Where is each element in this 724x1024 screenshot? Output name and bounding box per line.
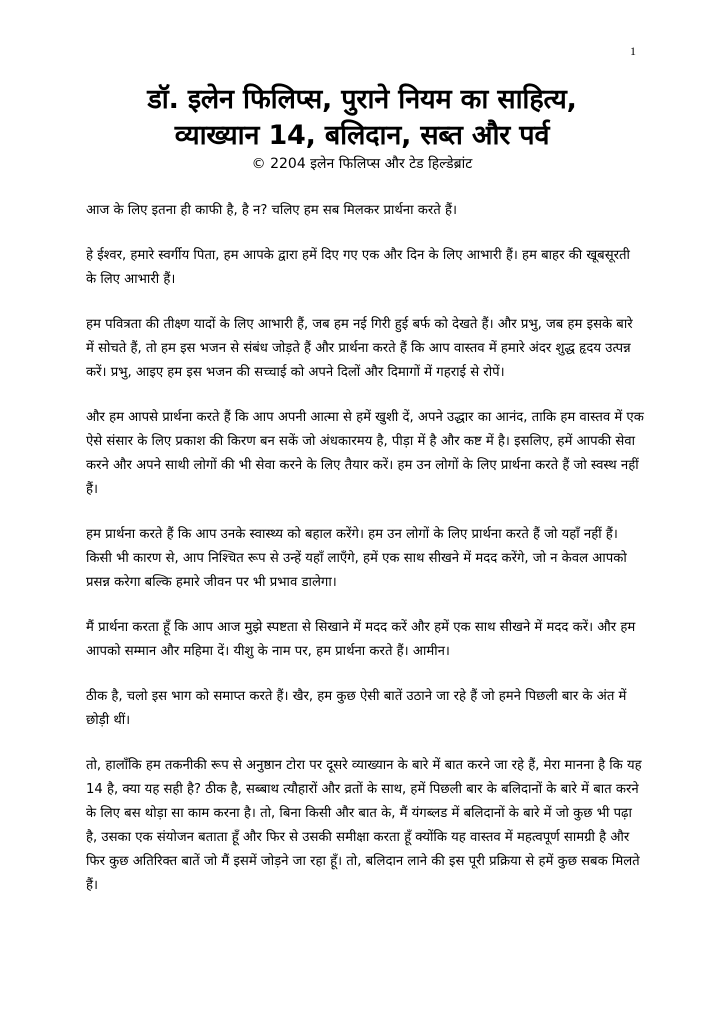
page-number: 1	[630, 44, 636, 58]
document-title-line-2: व्याख्यान 14, बलिदान, सब्त और पर्व	[174, 120, 550, 151]
paragraph-7: ठीक है, चलो इस भाग को समाप्त करते हैं। खैर, हम कुछ ऐसी बातें उठाने जा रहे हैं जो हमने पिछली बार के अंत में छोड़ी थीं।	[86, 689, 627, 728]
paragraph-4: और हम आपसे प्रार्थना करते हैं कि आप अपनी आत्मा से हमें खुशी दें, अपने उद्धार का आनंद, ताकि हम वास्तव में एक ऐसे संसार के लिए प्रकाश की किरण बन सकें जो अंधकारमय है, पीड़ा में है और कष्ट में है। इसलिए, हमें आपकी सेवा करने और अपने साथी लोगों की भी सेवा करने के लिए तैयार करें। हम उन लोगों के लिए प्रार्थना करते हैं जो स्वस्थ नहीं हैं।	[86, 410, 644, 497]
paragraph-2: हे ईश्वर, हमारे स्वर्गीय पिता, हम आपके द्वारा हमें दिए गए एक और दिन के लिए आभारी हैं। हम बाहर की खूबसूरती के लिए आभारी हैं।	[86, 248, 630, 287]
paragraph-3: हम पवित्रता की तीक्ष्ण यादों के लिए आभारी हैं, जब हम नई गिरी हुई बर्फ को देखते हैं। और प्रभु, जब हम इसके बारे में सोचते हैं, तो हम इस भजन से संबंध जोड़ते हैं और प्रार्थना करते हैं कि आप वास्तव में हमारे अंदर शुद्ध हृदय उत्पन्न करें। प्रभु, आइए हम इस भजन की सच्चाई को अपने दिलों और दिमागों में गहराई से रोपें।	[86, 317, 633, 380]
document-header	[80, 82, 644, 174]
paragraph-6: मैं प्रार्थना करता हूँ कि आप आज मुझे स्पष्टता से सिखाने में मदद करें और हमें एक साथ सीखने में मदद करें। और हम आपको सम्मान और महिमा दें। यीशु के नाम पर, हम प्रार्थना करते हैं। आमीन।	[86, 620, 636, 659]
paragraph-8: तो, हालाँकि हम तकनीकी रूप से अनुष्ठान टोरा पर दूसरे व्याख्यान के बारे में बात करने जा रहे हैं, मेरा मानना है कि यह 14 है, क्या यह सही है? ठीक है, सब्बाथ त्यौहारों और व्रतों के साथ, हमें पिछली बार के बलिदानों के बारे में बात करने के लिए बस थोड़ा सा काम करना है। तो, बिना किसी और बात के, मैं यंगब्लड में बलिदानों के बारे में जो कुछ भी पढ़ा है, उसका एक संयोजन बताता हूँ और फिर से उसकी समीक्षा करता हूँ क्योंकि यह वास्तव में महत्वपूर्ण सामग्री है और फिर कुछ अतिरिक्त बातें जो मैं इसमें जोड़ने जा रहा हूँ। तो, बलिदान लाने की इस पूरी प्रक्रिया से हमें कुछ सबक मिलते हैं।	[86, 758, 642, 893]
copyright-notice: © 2204 इलेन फिलिप्स और टेड हिल्डेब्रांट	[251, 156, 473, 172]
document-body	[86, 199, 644, 919]
paragraph-5: हम प्रार्थना करते हैं कि आप उनके स्वास्थ्य को बहाल करेंगे। हम उन लोगों के लिए प्रार्थना करते हैं जो यहाँ नहीं हैं। किसी भी कारण से, आप निश्चित रूप से उन्हें यहाँ लाएँगे, हमें एक साथ सीखने में मदद करेंगे, जो न केवल आपको प्रसन्न करेगा बल्कि हमारे जीवन पर भी प्रभाव डालेगा।	[86, 527, 627, 590]
document-title-line-1: डॉ. इलेन फिलिप्स, पुराने नियम का साहित्य,	[147, 84, 577, 115]
paragraph-1: आज के लिए इतना ही काफी है, है न? चलिए हम सब मिलकर प्रार्थना करते हैं।	[86, 203, 457, 218]
